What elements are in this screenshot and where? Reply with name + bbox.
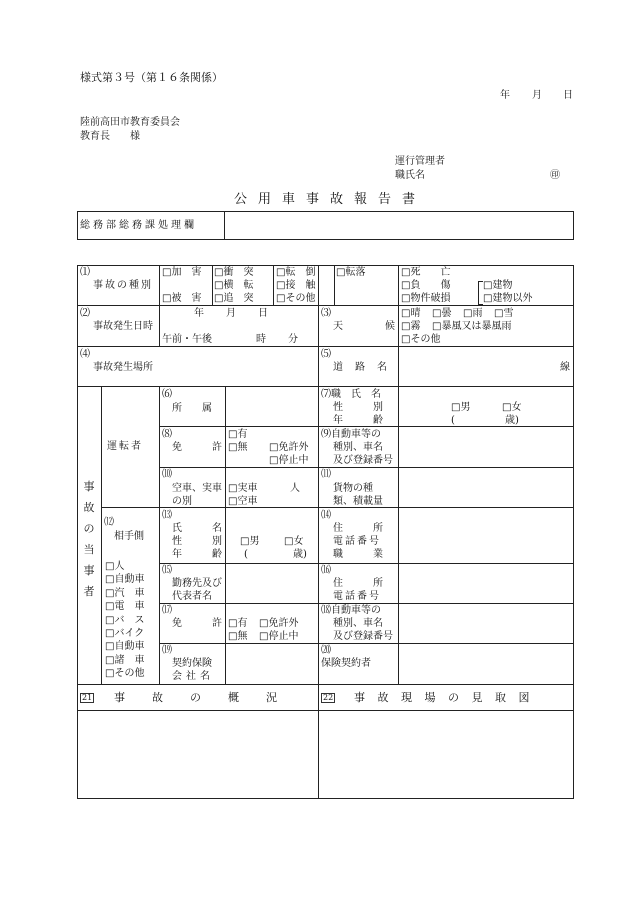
form-number: 様式第３号（第１６条関係） bbox=[80, 71, 223, 84]
checkbox-license-yes[interactable]: □有 bbox=[228, 429, 248, 440]
date-day: 日 bbox=[563, 90, 573, 101]
place-label: 事故発生場所 bbox=[93, 362, 153, 373]
staff-name-label: 職氏名 bbox=[395, 170, 425, 181]
checkbox-male[interactable]: □男 bbox=[451, 402, 471, 413]
checkbox-perpetrator[interactable]: □加 害 bbox=[162, 267, 202, 278]
checkbox-empty[interactable]: □空車 bbox=[228, 496, 258, 507]
checkbox-occupied[interactable]: □実車 bbox=[228, 483, 258, 494]
license-label: 免 許 bbox=[172, 442, 222, 453]
other-party-label: 相手側 bbox=[114, 531, 144, 542]
other-vehicle-reg-label: 及び登録番号 bbox=[333, 631, 393, 642]
item-number-3: ⑶ bbox=[321, 308, 331, 319]
summary-field[interactable] bbox=[78, 711, 317, 798]
checkbox-overturn[interactable]: □転 倒 bbox=[276, 267, 316, 278]
item-number-4: ⑷ bbox=[80, 349, 90, 360]
checkbox-other-license-exempt[interactable]: □免許外 bbox=[259, 618, 299, 629]
item-number-12: ⑿ bbox=[104, 517, 114, 528]
item-number-11: ⑾ bbox=[321, 469, 331, 480]
dt-year: 年 bbox=[194, 308, 204, 319]
checkbox-other-automobile-2[interactable]: □自動車 bbox=[105, 641, 145, 653]
age-label: 年 齢 bbox=[333, 415, 383, 426]
item-number-9: ⑼自動車等の bbox=[321, 429, 381, 440]
driver-label: 運転者 bbox=[107, 441, 143, 452]
item-number-15: ⒂ bbox=[162, 565, 172, 576]
insured-label: 保険契約者 bbox=[321, 658, 371, 669]
road-suffix: 線 bbox=[560, 362, 570, 373]
addressee-title: 教育長 様 bbox=[80, 131, 140, 142]
occupied-unit: 人 bbox=[290, 483, 300, 494]
cargo-label-1: 貨物の種 bbox=[333, 483, 373, 494]
item-number-17: ⒄ bbox=[162, 605, 172, 616]
item-number-19: ⒆ bbox=[162, 645, 172, 656]
checkbox-fog[interactable]: □霧 bbox=[401, 321, 421, 332]
sketch-field[interactable] bbox=[319, 711, 573, 798]
item-number-7: ⑺職 氏 名 bbox=[321, 389, 381, 400]
other-age-suffix: 歳) bbox=[293, 549, 307, 560]
checkbox-snow[interactable]: □雪 bbox=[494, 308, 514, 319]
item-number-16: ⒃ bbox=[321, 565, 331, 576]
item-number-1: ⑴ bbox=[80, 267, 90, 278]
insurance-company-label-1: 契約保険 bbox=[172, 658, 212, 669]
other-phone-label: 電話番号 bbox=[333, 536, 381, 547]
manager-title: 運行管理者 bbox=[395, 156, 445, 167]
am-pm-label: 午前・午後 bbox=[162, 334, 212, 345]
road-label: 道 路 名 bbox=[333, 362, 388, 373]
other-address-label: 住 所 bbox=[333, 523, 383, 534]
workplace-label-1: 勤務先及び bbox=[172, 578, 222, 589]
checkbox-victim[interactable]: □被 害 bbox=[162, 293, 202, 304]
item-number-13: ⒀ bbox=[162, 510, 172, 521]
datetime-label: 事故発生日時 bbox=[93, 321, 153, 332]
checkbox-other-license-suspended[interactable]: □停止中 bbox=[259, 631, 299, 642]
checkbox-fall[interactable]: □転落 bbox=[336, 267, 366, 278]
checkbox-injury[interactable]: □負 傷 bbox=[401, 280, 451, 291]
other-license-label: 免 許 bbox=[172, 618, 222, 629]
weather-label-2: 候 bbox=[385, 321, 395, 332]
checkbox-rollover[interactable]: □横 転 bbox=[214, 280, 254, 291]
item-number-2: ⑵ bbox=[80, 308, 90, 319]
item-number-6: ⑹ bbox=[162, 389, 172, 400]
occupancy-label-1: 空車、実車 bbox=[172, 483, 222, 494]
seal-mark: ㊞ bbox=[550, 170, 560, 181]
checkbox-license-exempt[interactable]: □免許外 bbox=[269, 442, 309, 453]
workplace-phone-label: 電話番号 bbox=[333, 591, 381, 602]
insurance-company-label-2: 会社名 bbox=[172, 671, 214, 682]
item-number-18: ⒅自動車等の bbox=[321, 605, 381, 616]
vehicle-type-label: 種別、車名 bbox=[333, 442, 383, 453]
checkbox-other-female[interactable]: □女 bbox=[284, 536, 304, 547]
processing-label: 総務部総務課処理欄 bbox=[80, 220, 197, 231]
workplace-label-2: 代表者名 bbox=[172, 591, 212, 602]
item-number-21: 21 bbox=[82, 693, 93, 702]
page-title: 公用車事故報告書 bbox=[234, 192, 427, 207]
checkbox-other-person[interactable]: □人 bbox=[105, 561, 125, 572]
checkbox-rear-end[interactable]: □追 突 bbox=[214, 293, 254, 304]
checkbox-cloudy[interactable]: □曇 bbox=[432, 308, 452, 319]
checkbox-building[interactable]: □建物 bbox=[483, 280, 513, 291]
checkbox-other-misc-vehicle[interactable]: □諸 車 bbox=[105, 654, 145, 666]
checkbox-other-bus[interactable]: □バ ス bbox=[105, 614, 145, 626]
checkbox-license-no[interactable]: □無 bbox=[228, 442, 248, 453]
checkbox-other-tram[interactable]: □電 車 bbox=[105, 601, 145, 613]
other-name-label: 氏 名 bbox=[172, 523, 222, 534]
cargo-label-2: 類、積載量 bbox=[333, 496, 383, 507]
checkbox-other-license-yes[interactable]: □有 bbox=[228, 618, 248, 629]
other-vehicle-type-label: 種別、車名 bbox=[333, 618, 383, 629]
date-month: 月 bbox=[532, 90, 542, 101]
item-number-5: ⑸ bbox=[321, 349, 331, 360]
workplace-address-label: 住 所 bbox=[333, 578, 383, 589]
other-age-paren: ( bbox=[244, 549, 248, 560]
other-sex-label: 性 別 bbox=[172, 536, 222, 547]
checkbox-license-suspended[interactable]: □停止中 bbox=[269, 455, 309, 466]
parties-side-text: 事故の当事者 bbox=[83, 480, 95, 598]
dt-day: 日 bbox=[258, 308, 268, 319]
checkbox-sunny[interactable]: □晴 bbox=[401, 308, 421, 319]
other-job-label: 職 業 bbox=[333, 549, 383, 560]
checkbox-female[interactable]: □女 bbox=[502, 402, 522, 413]
occupancy-label-2: の別 bbox=[172, 496, 192, 507]
affiliation-label: 所 属 bbox=[172, 403, 212, 414]
checkbox-storm[interactable]: □暴風又は暴風雨 bbox=[432, 321, 512, 332]
item-number-8: ⑻ bbox=[162, 429, 172, 440]
age-paren-open: ( bbox=[451, 415, 455, 426]
vehicle-reg-label: 及び登録番号 bbox=[333, 455, 393, 466]
checkbox-property-damage[interactable]: □物件破損 bbox=[401, 293, 451, 304]
checkbox-other-license-no[interactable]: □無 bbox=[228, 631, 248, 642]
checkbox-contact[interactable]: □接 触 bbox=[276, 280, 316, 291]
weather-label-1: 天 bbox=[333, 321, 343, 332]
addressee-org: 陸前高田市教育委員会 bbox=[80, 117, 180, 128]
processing-field[interactable] bbox=[225, 212, 573, 239]
dt-hour: 時 bbox=[256, 334, 266, 345]
checkbox-other-automobile[interactable]: □自動車 bbox=[105, 574, 145, 586]
accident-type-label: 事故の種別 bbox=[93, 280, 153, 291]
checkbox-other-motorbike[interactable]: □バイク bbox=[105, 628, 145, 640]
checkbox-other-male[interactable]: □男 bbox=[240, 536, 260, 547]
checkbox-collision[interactable]: □衝 突 bbox=[214, 267, 254, 278]
date-year: 年 bbox=[500, 90, 510, 101]
sketch-label: 事故現場の見取図 bbox=[354, 691, 542, 704]
other-age-label: 年 齢 bbox=[172, 549, 222, 560]
dt-month: 月 bbox=[226, 308, 236, 319]
item-number-14: ⒁ bbox=[321, 510, 331, 521]
checkbox-other-type[interactable]: □その他 bbox=[276, 293, 316, 304]
checkbox-non-building[interactable]: □建物以外 bbox=[483, 293, 533, 304]
place-field[interactable] bbox=[160, 347, 317, 385]
checkbox-weather-other[interactable]: □その他 bbox=[401, 334, 441, 345]
other-party-types bbox=[105, 560, 159, 681]
checkbox-rain[interactable]: □雨 bbox=[463, 308, 483, 319]
parties-side-label bbox=[82, 476, 96, 602]
dt-minute: 分 bbox=[288, 334, 298, 345]
summary-label: 事故の概況 bbox=[114, 691, 304, 704]
checkbox-other-other[interactable]: □その他 bbox=[105, 668, 145, 680]
item-number-20: ⒇ bbox=[321, 645, 331, 656]
item-number-22: 22 bbox=[323, 693, 334, 702]
sex-label: 性 別 bbox=[333, 402, 383, 413]
age-suffix: 歳) bbox=[505, 415, 519, 426]
item-number-10: ⑽ bbox=[162, 469, 172, 480]
checkbox-death[interactable]: □死 亡 bbox=[401, 267, 451, 278]
checkbox-other-train[interactable]: □汽 車 bbox=[105, 587, 145, 599]
